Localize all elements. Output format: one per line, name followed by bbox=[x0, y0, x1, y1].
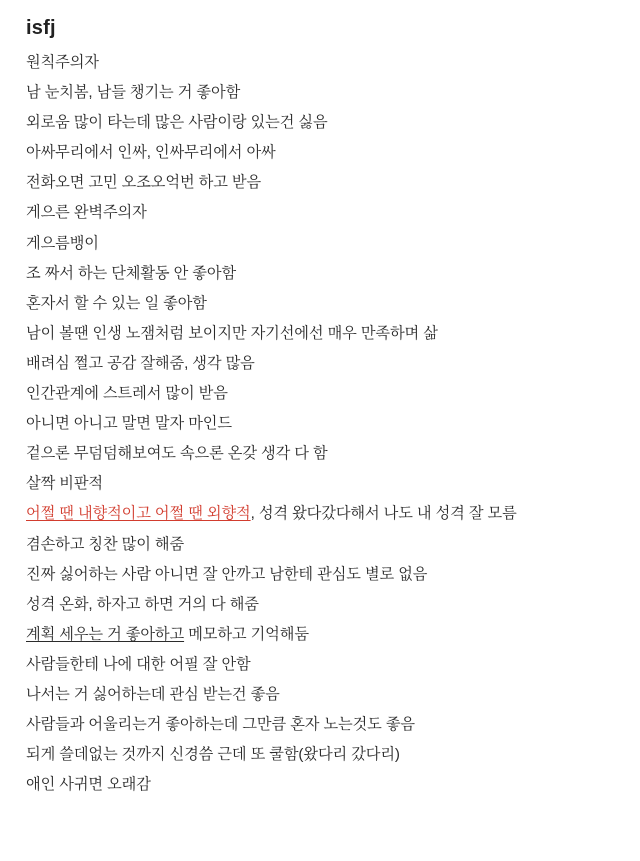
text-segment-underline: 계획 세우는 거 좋아하고 bbox=[26, 625, 185, 643]
text-segment: 배려심 쩔고 공감 잘해줌, 생각 많음 bbox=[26, 354, 255, 372]
text-line bbox=[26, 48, 618, 78]
text-line bbox=[26, 108, 618, 138]
text-segment: 사람들과 어울리는거 좋아하는데 그만큼 혼자 노는것도 좋음 bbox=[26, 716, 415, 734]
text-line bbox=[26, 530, 618, 560]
text-segment: 전화오면 고민 오조오억번 하고 받음 bbox=[26, 174, 262, 192]
text-segment: 아니면 아니고 말면 말자 마인드 bbox=[26, 415, 232, 433]
text-line bbox=[26, 319, 618, 349]
text-segment: 겉으론 무덤덤해보여도 속으론 온갖 생각 다 함 bbox=[26, 445, 328, 463]
text-line bbox=[26, 259, 618, 289]
document-body bbox=[26, 48, 618, 800]
text-segment: , 성격 왔다갔다해서 나도 내 성격 잘 모름 bbox=[250, 505, 517, 523]
text-segment: 아싸무리에서 인싸, 인싸무리에서 아싸 bbox=[26, 144, 276, 162]
text-line bbox=[26, 650, 618, 680]
text-line bbox=[26, 439, 618, 469]
text-line bbox=[26, 78, 618, 108]
text-line bbox=[26, 138, 618, 168]
text-segment: 남 눈치봄, 남들 챙기는 거 좋아함 bbox=[26, 84, 241, 102]
text-segment: 나서는 거 싫어하는데 관심 받는건 좋음 bbox=[26, 685, 280, 703]
text-segment: 원칙주의자 bbox=[26, 54, 99, 71]
text-segment: 사람들한테 나에 대한 어필 잘 안함 bbox=[26, 655, 251, 673]
text-segment: 되게 쓸데없는 것까지 신경씀 근데 또 쿨함(왔다리 갔다리) bbox=[26, 746, 400, 764]
text-line bbox=[26, 560, 618, 590]
text-segment: 성격 온화, 하자고 하면 거의 다 해줌 bbox=[26, 595, 259, 613]
text-segment: 메모하고 기억해둠 bbox=[184, 625, 309, 643]
text-segment-red: 어쩔 땐 내향적이고 어쩔 땐 외향적 bbox=[26, 505, 251, 523]
text-line bbox=[26, 198, 618, 228]
text-segment: 외로움 많이 타는데 많은 사람이랑 있는건 싫음 bbox=[26, 114, 328, 132]
text-line bbox=[26, 379, 618, 409]
text-line bbox=[26, 499, 618, 529]
text-line bbox=[26, 590, 618, 620]
text-segment: 인간관계에 스트레서 많이 받음 bbox=[26, 385, 228, 403]
text-line bbox=[26, 349, 618, 379]
text-segment: 혼자서 할 수 있는 일 좋아함 bbox=[26, 294, 207, 312]
text-line bbox=[26, 620, 618, 650]
text-segment: 조 짜서 하는 단체활동 안 좋아함 bbox=[26, 264, 237, 282]
text-line bbox=[26, 289, 618, 319]
text-segment: 겸손하고 칭찬 많이 해줌 bbox=[26, 535, 185, 553]
text-segment: 애인 사귀면 오래감 bbox=[26, 776, 151, 794]
text-line bbox=[26, 770, 618, 800]
text-segment: 진짜 싫어하는 사람 아니면 잘 안까고 남한테 관심도 별로 없음 bbox=[26, 565, 428, 583]
text-line bbox=[26, 409, 618, 439]
text-line bbox=[26, 229, 618, 259]
text-segment: 남이 볼땐 인생 노잼처럼 보이지만 자기선에선 매우 만족하며 삶 bbox=[26, 324, 438, 342]
text-line bbox=[26, 710, 618, 740]
text-line bbox=[26, 680, 618, 710]
text-line bbox=[26, 740, 618, 770]
text-segment: 살짝 비판적 bbox=[26, 475, 103, 493]
text-segment: 게으른 완벽주의자 bbox=[26, 204, 147, 222]
page-title: isfj bbox=[26, 17, 56, 39]
text-line bbox=[26, 469, 618, 499]
text-segment: 게으름뱅이 bbox=[26, 234, 99, 252]
text-line bbox=[26, 168, 618, 198]
